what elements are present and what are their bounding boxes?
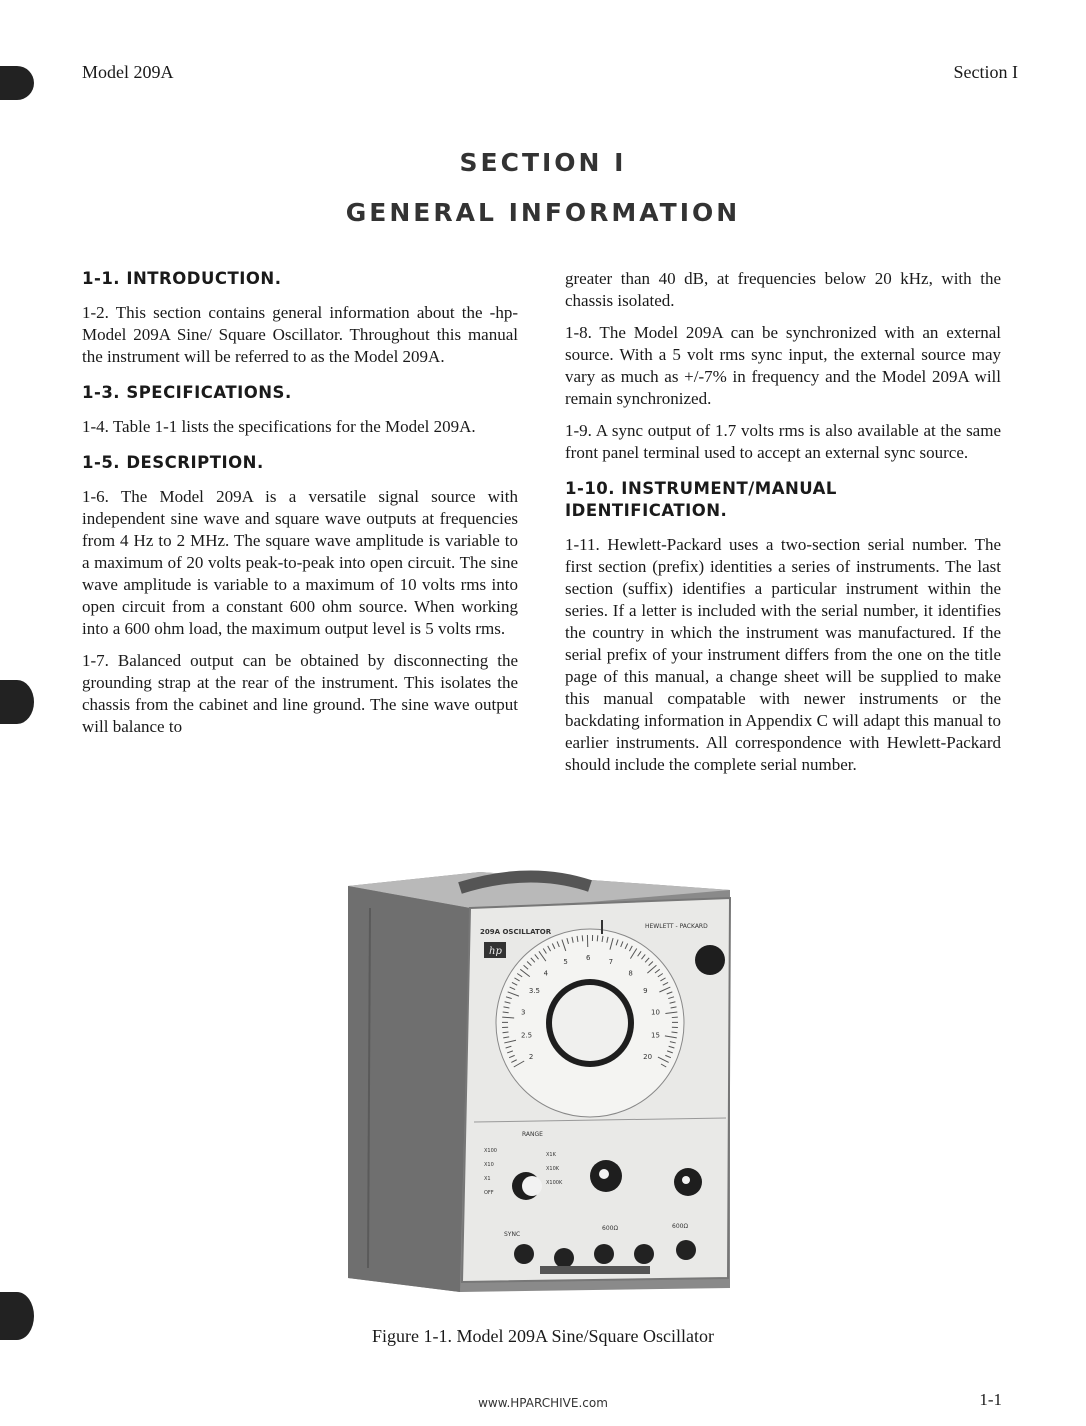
range-knob-cap bbox=[522, 1176, 542, 1196]
dial-number: 10 bbox=[650, 1008, 660, 1017]
punch-hole-middle bbox=[0, 680, 34, 724]
range-x100k: X100K bbox=[546, 1180, 563, 1186]
range-x1: X1 bbox=[484, 1176, 491, 1182]
sync-label: SYNC bbox=[504, 1231, 521, 1238]
paragraph-1-8: 1-8. The Model 209A can be synchronized with an external source. With a 5 volt rms sync input, the external source may vary as much as +/-7% in frequency and the Model 209A will remain synchronized. bbox=[565, 323, 1001, 408]
range-off: OFF bbox=[484, 1190, 494, 1196]
oscillator-photo bbox=[340, 868, 740, 1300]
dial-number: 5 bbox=[563, 957, 568, 966]
dial-number: 3.5 bbox=[528, 987, 540, 995]
dial-tick bbox=[503, 1032, 509, 1033]
ohm-label-2: 600Ω bbox=[672, 1223, 689, 1230]
hp-logo: hp bbox=[489, 946, 502, 957]
paragraph-1-11: 1-11. Hewlett-Packard uses a two-section serial number. The first section (prefix) identities a series of instruments. The last section (suffix) identifies a particular instrument within the series. If a letter is included with the serial number, it identifies the country in which the instrument was manufactured. If the serial prefix of your instrument differs from the one on the title page of this manual, a change sheet will be supplied to make this manual compatable with newer instruments or the backdating information in Appendix C will adapt this manual to earlier instruments. All correspondence with Hewlett-Packard should include the complete serial number. bbox=[565, 535, 1001, 774]
dial-number: 7 bbox=[608, 957, 614, 966]
oscillator-illustration bbox=[340, 868, 740, 1300]
paragraph-continued: greater than 40 dB, at frequencies below 20 kHz, with the chassis isolated. bbox=[565, 269, 1001, 310]
vernier-knob bbox=[695, 945, 725, 975]
dial-number: 15 bbox=[650, 1031, 660, 1040]
sync-terminal bbox=[514, 1244, 534, 1264]
dial-tick bbox=[671, 1032, 677, 1033]
terminal-5 bbox=[676, 1240, 696, 1260]
right-column bbox=[565, 268, 1001, 786]
paragraph-1-4: 1-4. Table 1-1 lists the specifications for the Model 209A. bbox=[82, 417, 476, 436]
heading-description: 1-5. DESCRIPTION. bbox=[82, 453, 264, 472]
paragraph-1-2: 1-2. This section contains general information about the -hp- Model 209A Sine/ Square Oscillator. Throughout this manual the instrument will be referred to as the Model 209A. bbox=[82, 303, 518, 366]
left-column bbox=[82, 268, 518, 748]
dial-number: 20 bbox=[643, 1053, 653, 1061]
footer-url: www.HPARCHIVE.com bbox=[478, 1396, 608, 1410]
punch-hole-top bbox=[0, 66, 34, 100]
panel-label: 209A OSCILLATOR bbox=[480, 928, 552, 936]
dial-number: 4 bbox=[543, 969, 549, 978]
header-model: Model 209A bbox=[82, 62, 174, 82]
range-x1k: X1K bbox=[546, 1152, 556, 1158]
paragraph-1-7: 1-7. Balanced output can be obtained by disconnecting the grounding strap at the rear of the instrument. This isolates the chassis from the cabinet and line ground. The sine wave output will balance to bbox=[82, 651, 518, 736]
section-title: SECTION I bbox=[459, 148, 627, 177]
paragraph-1-6: 1-6. The Model 209A is a versatile signal source with independent sine wave and square wave outputs at frequencies from 4 Hz to 2 MHz. The square wave amplitude is variable to a maximum of 20 volts peak-to-peak into open circuit. The sine wave amplitude is variable to a maximum of 10 volts rms into open circuit from a constant 600 ohm source. When working into a 600 ohm load, the maximum output level is 5 volts rms. bbox=[82, 487, 518, 638]
heading-identification: 1-10. INSTRUMENT/MANUAL IDENTIFICATION. bbox=[565, 479, 837, 520]
dial-tick bbox=[597, 935, 598, 941]
dial-number: 6 bbox=[586, 954, 591, 962]
heading-specifications: 1-3. SPECIFICATIONS. bbox=[82, 383, 292, 402]
terminal-4 bbox=[634, 1244, 654, 1264]
page-number: 1-1 bbox=[979, 1390, 1002, 1409]
figure-caption: Figure 1-1. Model 209A Sine/Square Oscillator bbox=[372, 1326, 714, 1346]
dial-tick bbox=[582, 935, 583, 941]
paragraph-1-9: 1-9. A sync output of 1.7 volts rms is also available at the same front panel terminal used to accept an external sync source. bbox=[565, 421, 1001, 462]
dial-number: 3 bbox=[521, 1008, 526, 1017]
range-x10: X10 bbox=[484, 1162, 494, 1168]
range-x10k: X10K bbox=[546, 1166, 560, 1172]
terminal-2 bbox=[554, 1248, 574, 1268]
header-section: Section I bbox=[953, 62, 1018, 82]
dial-number: 2.5 bbox=[521, 1031, 533, 1040]
grounding-strap bbox=[540, 1266, 650, 1274]
section-subtitle: GENERAL INFORMATION bbox=[345, 198, 741, 227]
square-amplitude-knob-dot bbox=[682, 1176, 690, 1184]
brand-label: HEWLETT - PACKARD bbox=[645, 923, 708, 930]
terminal-3 bbox=[594, 1244, 614, 1264]
tuning-knob-face bbox=[552, 985, 628, 1061]
cabinet-side bbox=[348, 886, 470, 1292]
dial-number: 2 bbox=[528, 1053, 534, 1061]
dial-number: 9 bbox=[643, 987, 648, 995]
dial-number: 8 bbox=[628, 969, 633, 978]
sine-amplitude-knob-dot bbox=[599, 1169, 609, 1179]
ohm-label-1: 600Ω bbox=[602, 1225, 619, 1232]
range-label: RANGE bbox=[522, 1131, 543, 1138]
heading-introduction: 1-1. INTRODUCTION. bbox=[82, 269, 282, 288]
range-x100: X100 bbox=[484, 1148, 497, 1154]
